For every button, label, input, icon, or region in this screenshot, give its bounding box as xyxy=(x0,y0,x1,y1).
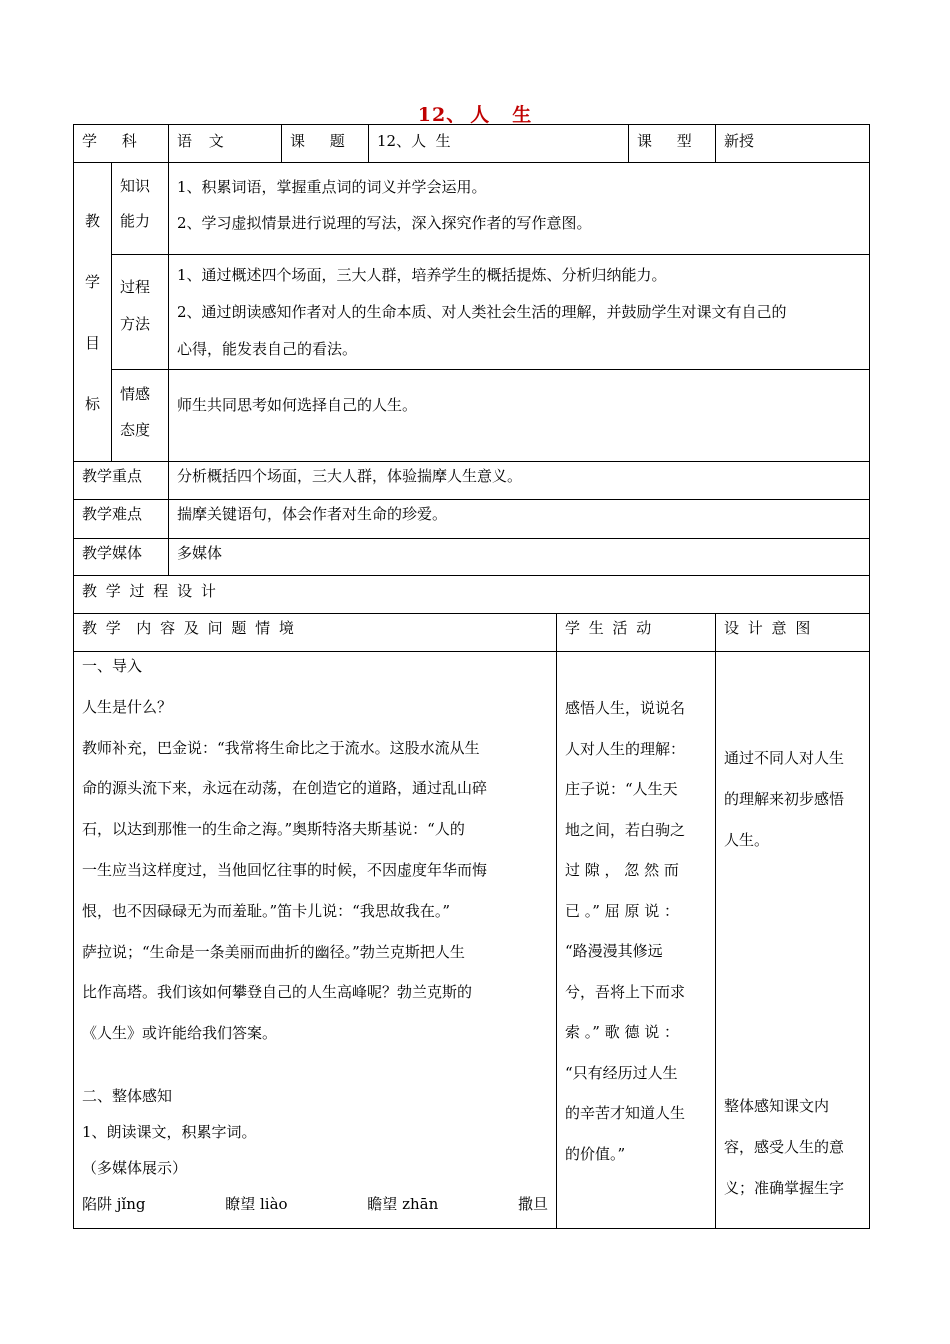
pinyin-item: 陷阱 jǐng xyxy=(82,1194,146,1213)
content-line: 1、朗读课文，积累字词。 xyxy=(82,1122,257,1141)
media-row xyxy=(74,539,870,576)
content-line: 命的源头流下来，永远在动荡，在创造它的道路，通过乱山碎 xyxy=(82,779,488,798)
objective-emotion-row xyxy=(74,370,870,462)
content-line: 石，以达到那惟一的生命之海。”奥斯特洛夫斯基说：“人的 xyxy=(82,820,465,839)
key-point-label: 教学重点 xyxy=(74,462,169,500)
key-point-row xyxy=(74,462,870,500)
intent-line: 容，感受人生的意 xyxy=(724,1138,845,1156)
type-label: 课 型 xyxy=(629,125,716,163)
difficulty-row xyxy=(74,500,870,539)
student-line: 兮，吾将上下而求 xyxy=(565,982,686,1001)
student-line: 索 。” 歌 德 说 ： xyxy=(565,1023,680,1041)
difficulty-label: 教学难点 xyxy=(74,500,169,539)
subject-value: 语 文 xyxy=(169,125,282,163)
document-title xyxy=(0,100,950,127)
student-line: “路漫漫其修远 xyxy=(565,942,663,960)
teaching-content-cell xyxy=(74,652,557,1229)
content-column-header: 教 学 内 容 及 问 题 情 境 xyxy=(74,614,557,652)
process-design-heading: 教 学 过 程 设 计 xyxy=(74,576,870,614)
title-char-a: 人 xyxy=(470,104,491,126)
student-line: 人对人生的理解： xyxy=(565,739,686,758)
intent-line: 义；准确掌握生字 xyxy=(724,1179,845,1197)
title-number: 12、 xyxy=(417,104,467,126)
media-value: 多媒体 xyxy=(169,539,870,576)
objective-process-row xyxy=(74,255,870,370)
student-line: 过 隙 ， 忽 然 而 xyxy=(565,861,679,879)
design-intent-cell xyxy=(716,652,870,1229)
type-value: 新授 xyxy=(716,125,870,163)
student-line: 的辛苦才知道人生 xyxy=(565,1104,686,1122)
student-column-header: 学 生 活 动 xyxy=(557,614,716,652)
lesson-plan-table xyxy=(73,124,870,1229)
content-line: 萨拉说；“生命是一条美丽而曲折的幽径。”勃兰克斯把人生 xyxy=(82,942,465,961)
process-design-row xyxy=(74,576,870,614)
student-line: 地之间，若白驹之 xyxy=(565,820,686,839)
knowledge-label: 知识 能力 xyxy=(112,163,169,255)
content-line: 一、导入 xyxy=(82,657,143,675)
student-line: 的价值。” xyxy=(565,1144,626,1163)
emotion-label: 情感 态度 xyxy=(112,370,169,462)
student-line: 已 。” 屈 原 说 ： xyxy=(565,901,680,920)
pinyin-item: 瞭望 liào xyxy=(225,1194,288,1213)
student-line: “只有经历过人生 xyxy=(565,1063,678,1082)
header-row xyxy=(74,125,870,163)
content-line: 教师补充，巴金说：“我常将生命比之于流水。这股水流从生 xyxy=(82,738,480,757)
student-line: 感悟人生，说说名 xyxy=(565,699,686,717)
process-label: 过程 方法 xyxy=(112,255,169,370)
intent-line: 的理解来初步感悟 xyxy=(724,790,845,808)
pinyin-item: 撒旦 xyxy=(517,1194,548,1213)
topic-label: 课 题 xyxy=(282,125,369,163)
topic-value: 12、人 生 xyxy=(369,125,629,163)
content-line: （多媒体展示） xyxy=(82,1158,188,1177)
process-content: 1、通过概述四个场面，三大人群，培养学生的概括提炼、分析归纳能力。 2、通过朗读感知作者对人的生命本质、对人类社会生活的理解，并鼓励学生对课文有自己的 心得，能发表自己的看法。 xyxy=(169,255,870,370)
content-line: 二、整体感知 xyxy=(82,1086,173,1105)
pinyin-row xyxy=(82,1186,548,1222)
objectives-group-label: 教 学 目 标 xyxy=(74,163,112,462)
content-line: 比作高塔。我们该如何攀登自己的人生高峰呢？勃兰克斯的 xyxy=(82,983,473,1002)
intent-line: 人生。 xyxy=(724,831,770,849)
student-line: 庄子说：“人生天 xyxy=(565,780,678,798)
teaching-content-row xyxy=(74,652,870,1229)
media-label: 教学媒体 xyxy=(74,539,169,576)
content-line: 一生应当这样度过，当他回忆往事的时候，不因虚度年华而悔 xyxy=(82,860,488,879)
title-char-b: 生 xyxy=(512,104,533,126)
intent-column-header: 设 计 意 图 xyxy=(716,614,870,652)
emotion-content: 师生共同思考如何选择自己的人生。 xyxy=(169,370,870,462)
intent-line: 通过不同人对人生 xyxy=(724,749,845,767)
content-line: 恨，也不因碌碌无为而羞耻。”笛卡儿说：“我思故我在。” xyxy=(82,901,451,920)
content-line: 《人生》或许能给我们答案。 xyxy=(82,1024,278,1043)
objective-knowledge-row xyxy=(74,163,870,255)
key-point-value: 分析概括四个场面，三大人群，体验揣摩人生意义。 xyxy=(169,462,870,500)
content-line xyxy=(82,1054,548,1078)
knowledge-content: 1、积累词语，掌握重点词的词义并学会运用。 2、学习虚拟情景进行说理的写法，深入探究作者的写作意图。 xyxy=(169,163,870,255)
difficulty-value: 揣摩关键语句，体会作者对生命的珍爱。 xyxy=(169,500,870,539)
content-line: 人生是什么？ xyxy=(82,697,173,716)
intent-line: 整体感知课文内 xyxy=(724,1097,830,1115)
pinyin-item: 瞻望 zhān xyxy=(367,1194,439,1213)
student-activity-cell xyxy=(557,652,716,1229)
subject-label: 学 科 xyxy=(74,125,169,163)
